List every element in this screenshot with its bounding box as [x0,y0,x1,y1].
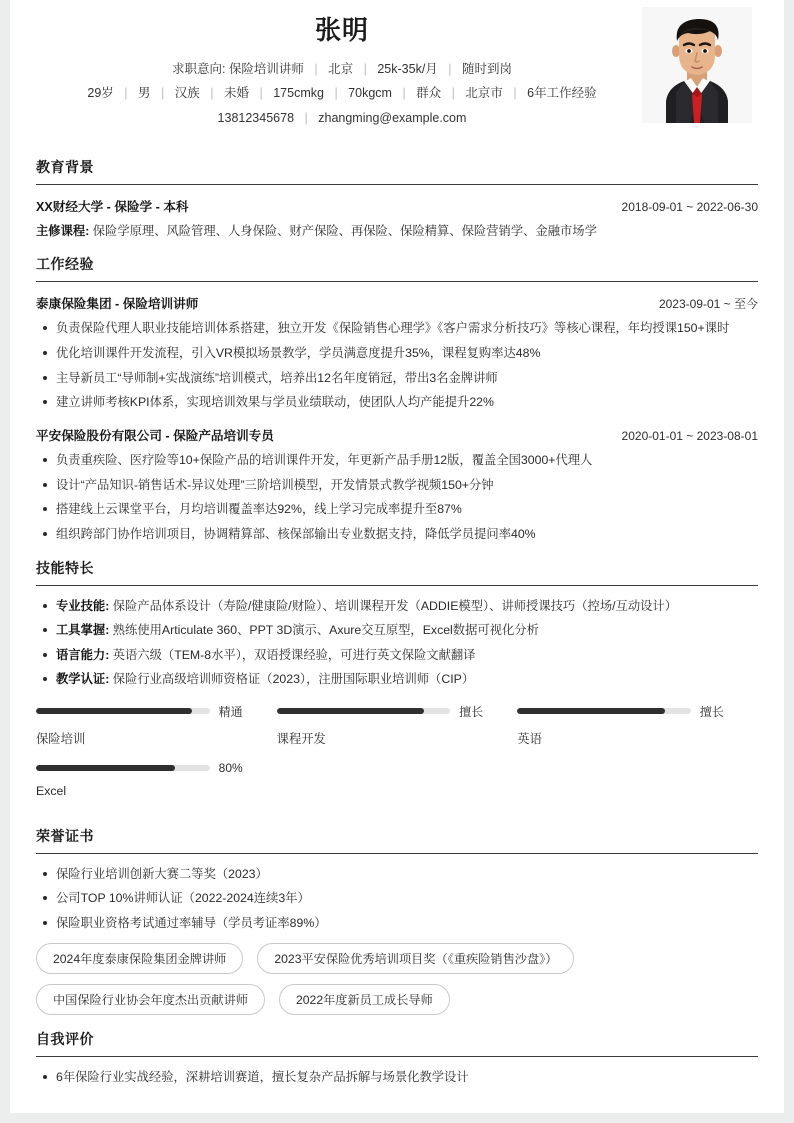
skill-text: 熟练使用Articulate 360、PPT 3D演示、Axure交互原型，Excel数据可视化分析 [112,623,539,638]
skill-text: 保险行业高级培训师资格证（2023），注册国际职业培训师（CIP） [112,672,475,687]
job-entry [36,293,758,412]
divider: | [124,86,128,101]
job-entry-head [36,293,758,312]
job-points-list [36,319,758,412]
skill-bar-fill [36,765,175,771]
list-item: 负责保险代理人职业技能培训体系搭建，独立开发《保险销售心理学》《客户需求分析技巧》等核心课程，年均授课150+课时 [36,319,758,338]
courses-label: 主修课程: [36,224,90,239]
skill-bar-item [36,761,277,798]
objective-item: 求职意向: 保险培训讲师 [171,61,304,76]
skill-bar-name: 英语 [517,731,542,746]
divider: | [513,86,517,101]
basic-item: 70kgcm [348,86,392,101]
page-title: 张明 [314,15,369,45]
skill-bar-item [517,703,758,747]
job-points-list [36,451,758,544]
list-item: 保险行业培训创新大赛二等奖（2023） [36,865,758,884]
education-date: 2018-09-01 ~ 2022-06-30 [621,200,758,215]
honor-tag[interactable]: 2022年度新员工成长导师 [279,984,450,1015]
phone-number: 13812345678 [217,110,295,125]
skill-label: 专业技能: [56,598,110,613]
list-item [36,670,758,689]
self-eval-list [36,1068,758,1087]
education-entry [36,196,758,240]
list-item [36,621,758,640]
job-title: 泰康保险集团 - 保险培训讲师 [36,297,199,312]
skill-bar-fill [517,708,665,714]
skill-bar-fill [36,708,192,714]
objective-item: 北京 [328,61,354,76]
education-entry-head [36,196,758,215]
job-date: 2023-09-01 ~ 至今 [658,297,758,312]
section-title-education: 教育背景 [36,157,758,185]
list-item: 负责重疾险、医疗险等10+保险产品的培训课件开发，年更新产品手册12版，覆盖全国3000+代理人 [36,451,758,470]
education-courses [36,222,758,240]
section-title-honors: 荣誉证书 [36,826,758,854]
skill-bar-row [36,703,249,720]
section-title-work: 工作经验 [36,254,758,282]
skill-bars [36,703,758,812]
list-item: 优化培训课件开发流程，引入VR模拟场景教学，学员满意度提升35%，课程复购率达48% [36,344,758,363]
honor-tag[interactable]: 2024年度泰康保险集团金牌讲师 [36,943,243,974]
list-item: 建立讲师考核KPI体系，实现培训效果与学员业绩联动，使团队人均产能提升22% [36,393,758,412]
objective-item: 随时到岗 [462,61,513,76]
section-honors [36,826,758,1015]
basic-item: 北京市 [465,86,503,101]
list-item [36,597,758,616]
honor-tags [36,943,758,1015]
skill-label: 教学认证: [56,672,110,687]
skill-bar-fill [277,708,425,714]
skill-bar-track [36,765,210,771]
divider: | [363,61,367,76]
skill-bar-level: 精通 [218,704,243,719]
skill-label: 工具掌握: [56,623,110,638]
honor-tag[interactable]: 中国保险行业协会年度杰出贡献讲师 [36,984,265,1015]
avatar [642,7,752,123]
skills-list [36,597,758,690]
basic-item: 175cmkg [273,86,324,101]
job-date: 2020-01-01 ~ 2023-08-01 [621,429,758,444]
email-address: zhangming@example.com [318,110,467,125]
skill-bar-name: 课程开发 [276,731,326,746]
skill-bar-item [36,703,277,747]
section-title-skills: 技能特长 [36,558,758,586]
divider: | [210,86,214,101]
list-item: 设计“产品知识-销售话术-异议处理”三阶培训模型，开发情景式教学视频150+分钟 [36,476,758,495]
skill-bar-row [36,761,249,775]
honor-tag[interactable]: 2023平安保险优秀培训项目奖（《重疾险销售沙盘》） [257,943,574,974]
divider: | [334,86,338,101]
skill-bar-track [36,708,210,714]
skill-bar-row [277,703,490,720]
divider: | [448,61,452,76]
list-item: 保险职业资格考试通过率辅导（学员考证率89%） [36,914,758,933]
list-item: 主导新员工“导师制+实战演练”培训模式，培养出12名年度销冠，带出3名金牌讲师 [36,369,758,388]
divider: | [402,86,406,101]
honors-list [36,865,758,933]
list-item [36,646,758,665]
job-entry-head [36,425,758,444]
objective-item: 25k-35k/月 [377,61,438,76]
skill-text: 保险产品体系设计（寿险/健康险/财险）、培训课程开发（ADDIE模型）、讲师授课技巧（控场/互动设计） [112,598,678,613]
skill-bar-level: 80% [218,760,243,775]
list-item: 搭建线上云课堂平台，月均培训覆盖率达92%，线上学习完成率提升至87% [36,500,758,519]
basic-item: 29岁 [87,86,114,101]
divider: | [304,110,308,125]
skill-bar-name: Excel [36,783,67,798]
list-item: 6年保险行业实战经验，深耕培训赛道，擅长复杂产品拆解与场景化教学设计 [36,1068,758,1087]
section-self-evaluation [36,1029,758,1087]
job-title: 平安保险股份有限公司 - 保险产品培训专员 [36,429,274,444]
divider: | [314,61,318,76]
basic-item: 未婚 [223,86,249,101]
section-skills [36,558,758,812]
resume-page [10,0,784,1113]
section-title-self-eval: 自我评价 [36,1029,758,1057]
skill-bar-level: 擅长 [699,704,724,719]
skill-bar-row [517,703,730,720]
basic-item: 群众 [416,86,442,101]
skill-bar-name: 保险培训 [36,731,86,746]
resume-header [36,0,758,143]
skill-bar-level: 擅长 [459,704,484,719]
basic-item: 男 [138,86,151,101]
divider: | [451,86,455,101]
courses-text: 保险学原理、风险管理、人身保险、财产保险、再保险、保险精算、保险营销学、金融市场学 [92,224,597,239]
basic-item: 6年工作经验 [527,86,597,101]
list-item: 组织跨部门协作培训项目，协调精算部、核保部输出专业数据支持，降低学员提问率40% [36,525,758,544]
basic-item: 汉族 [174,86,200,101]
divider: | [259,86,263,101]
school-name: XX财经大学 - 保险学 - 本科 [36,200,189,215]
section-work-experience [36,254,758,543]
skill-bar-item [277,703,518,747]
job-entry [36,425,758,544]
section-education [36,157,758,240]
divider: | [161,86,165,101]
skill-bar-track [517,708,691,714]
skill-text: 英语六级（TEM-8水平），双语授课经验，可进行英文保险文献翻译 [112,647,476,662]
profile-photo-illustration [642,7,752,123]
skill-bar-track [277,708,451,714]
list-item: 公司TOP 10%讲师认证（2022-2024连续3年） [36,889,758,908]
skill-label: 语言能力: [56,647,110,662]
